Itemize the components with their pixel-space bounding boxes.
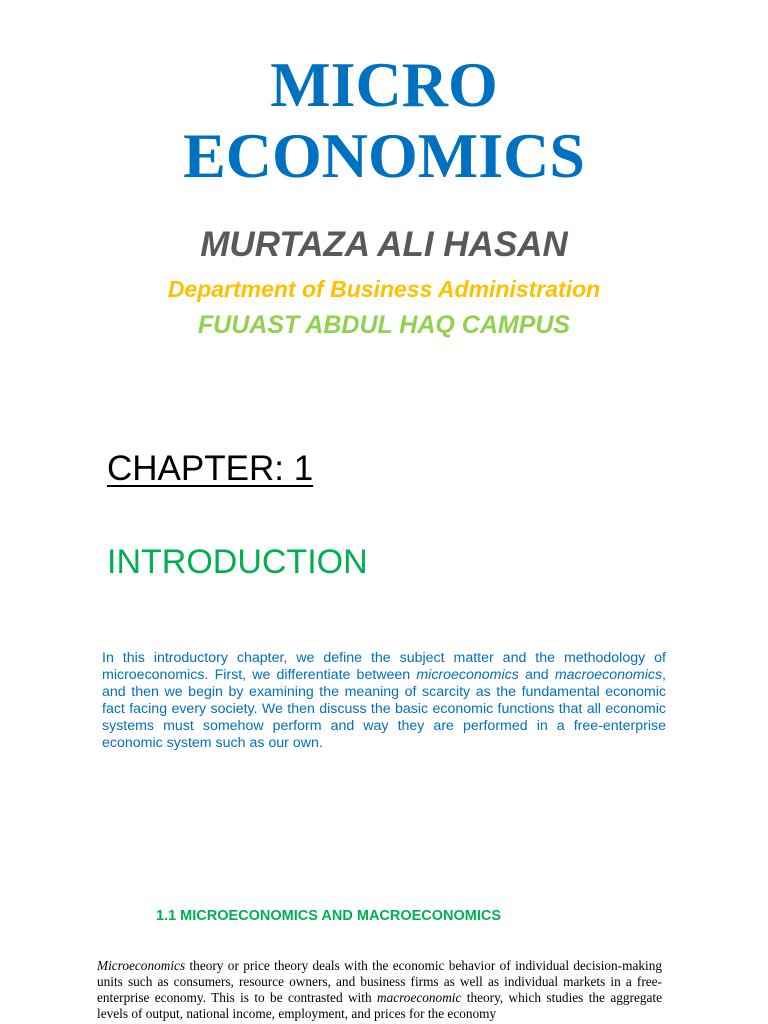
intro-paragraph <box>102 650 666 752</box>
intro-text-part-2: and <box>518 667 555 683</box>
section-term-microeconomics: Microeconomics <box>97 958 186 973</box>
author-name: MURTAZA ALI HASAN <box>200 225 568 264</box>
chapter-label: CHAPTER: 1 <box>107 449 314 488</box>
intro-term-microeconomics: microeconomics <box>416 667 519 683</box>
chapter-heading: INTRODUCTION <box>107 543 368 581</box>
title-line-2: ECONOMICS <box>183 120 585 191</box>
title-line-1: MICRO <box>270 49 498 120</box>
section-text-part-1: theory or price theory deals with the economic behavior of individual decision-making units such as consumers, resource owners, and business firms as well as individual markets in a free-enterprise economy. This is to be contrasted with <box>97 958 662 1005</box>
section-term-macroeconomic: macroeconomic <box>376 990 462 1005</box>
intro-text-part-1: In this introductory chapter, we define the subject matter and the methodology of microeconomics. First, we differentiate between <box>102 650 666 683</box>
intro-term-macroeconomics: macroeconomics <box>554 667 663 683</box>
department-name: Department of Business Administration <box>167 276 601 302</box>
section-heading: 1.1 MICROECONOMICS AND MACROECONOMICS <box>156 908 502 924</box>
campus-name: FUUAST ABDUL HAQ CAMPUS <box>197 311 571 339</box>
section-text-part-2: theory, which studies the aggregate levels of output, national income, employment, and prices for the economy <box>97 990 662 1021</box>
section-paragraph <box>97 958 662 1022</box>
intro-text-part-3: , and then we begin by examining the meaning of scarcity as the fundamental economic fact facing every society. We then discuss the basic economic functions that all economic systems must somehow perform and way they are performed in a free-enterprise economic system such as our own. <box>102 667 666 751</box>
